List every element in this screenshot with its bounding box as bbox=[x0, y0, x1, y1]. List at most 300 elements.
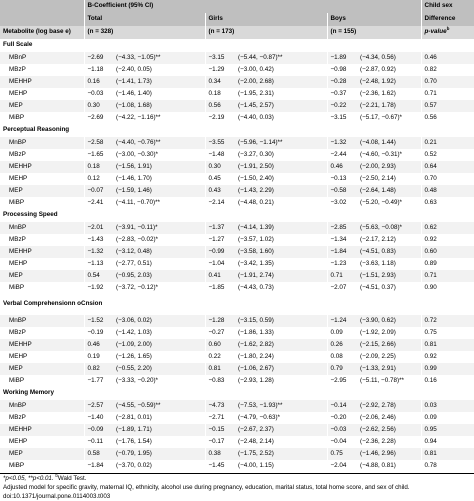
total-b-cell: −2.58 bbox=[84, 137, 113, 149]
boys-ci-cell: (−1.46, 2.96) bbox=[357, 448, 421, 460]
girls-b-cell: −1.28 bbox=[205, 315, 235, 327]
boys-b-cell: −0.13 bbox=[327, 173, 357, 185]
girls-b-cell: −1.37 bbox=[205, 222, 235, 234]
boys-ci-cell: (−4.51, 0.37) bbox=[357, 282, 421, 294]
table-row bbox=[0, 137, 474, 149]
section-header-row bbox=[0, 124, 474, 137]
girls-b-cell: −1.85 bbox=[205, 282, 235, 294]
girls-ci-cell: (−1.86, 1.33) bbox=[235, 327, 327, 339]
total-ci-cell: (−1.89, 1.71) bbox=[113, 424, 205, 436]
boys-ci-cell: (−1.33, 2.91) bbox=[357, 363, 421, 375]
p-value-cell: 0.99 bbox=[421, 363, 474, 375]
boys-ci-cell: (−2.36, 1.62) bbox=[357, 88, 421, 100]
boys-ci-cell: (−5.63, −0.08)* bbox=[357, 222, 421, 234]
boys-ci-cell: (−4.34, 0.56) bbox=[357, 52, 421, 64]
total-ci-cell: (−3.12, 0.48) bbox=[113, 246, 205, 258]
boys-b-cell: −0.58 bbox=[327, 185, 357, 197]
boys-ci-cell: (−2.09, 2.25) bbox=[357, 351, 421, 363]
total-ci-cell: (−1.26, 1.65) bbox=[113, 351, 205, 363]
metabolite-cell: MEP bbox=[0, 448, 84, 460]
total-b-cell: −1.43 bbox=[84, 234, 113, 246]
total-ci-cell: (−0.95, 2.03) bbox=[113, 270, 205, 282]
girls-ci-cell: (−1.45, 2.57) bbox=[235, 100, 327, 112]
p-value-cell: 0.16 bbox=[421, 375, 474, 387]
boys-b-cell: −1.34 bbox=[327, 234, 357, 246]
total-ci-cell: (−1.59, 1.46) bbox=[113, 185, 205, 197]
girls-ci-cell: (−3.27, 0.30) bbox=[235, 149, 327, 161]
metabolite-cell: MEHHP bbox=[0, 339, 84, 351]
total-ci-cell: (−1.46, 1.70) bbox=[113, 173, 205, 185]
total-ci-cell: (−4.33, −1.05)** bbox=[113, 52, 205, 64]
boys-ci-cell: (−2.06, 2.46) bbox=[357, 412, 421, 424]
boys-ci-cell: (−1.92, 2.09) bbox=[357, 327, 421, 339]
girls-ci-cell: (−1.75, 2.52) bbox=[235, 448, 327, 460]
girls-ci-cell: (−2.48, 2.14) bbox=[235, 436, 327, 448]
table-row bbox=[0, 448, 474, 460]
footnote-sup: b bbox=[55, 472, 58, 478]
table-row bbox=[0, 185, 474, 197]
girls-b-cell: −3.55 bbox=[205, 137, 235, 149]
girls-b-cell: 0.81 bbox=[205, 363, 235, 375]
girls-b-cell: 0.38 bbox=[205, 448, 235, 460]
section-header-row bbox=[0, 294, 474, 315]
metabolite-cell: MiBP bbox=[0, 112, 84, 124]
n-total: (n = 328) bbox=[84, 26, 205, 39]
p-value-cell: 0.82 bbox=[421, 64, 474, 76]
total-b-cell: −1.18 bbox=[84, 64, 113, 76]
total-b-cell: 0.12 bbox=[84, 173, 113, 185]
table-row bbox=[0, 270, 474, 282]
boys-ci-cell: (−2.21, 1.78) bbox=[357, 100, 421, 112]
total-ci-cell: (−4.22, −1.16)** bbox=[113, 112, 205, 124]
total-ci-cell: (−1.76, 1.54) bbox=[113, 436, 205, 448]
boys-ci-cell: (−4.51, 0.83) bbox=[357, 246, 421, 258]
section-title: Working Memory bbox=[0, 387, 474, 400]
total-b-cell: −0.07 bbox=[84, 185, 113, 197]
girls-ci-cell: (−1.95, 2.31) bbox=[235, 88, 327, 100]
p-value-label: p-value bbox=[424, 28, 447, 36]
total-b-cell: −2.41 bbox=[84, 197, 113, 209]
footnote-adjusted: Adjusted model for specific gravity, maternal IQ, ethnicity, alcohol use during pregnancy, education, marital status, total home score, and sex of child. bbox=[3, 484, 410, 491]
table-row bbox=[0, 149, 474, 161]
boys-ci-cell: (−2.36, 2.28) bbox=[357, 436, 421, 448]
boys-b-cell: −0.20 bbox=[327, 412, 357, 424]
girls-b-cell: −0.83 bbox=[205, 375, 235, 387]
boys-b-cell: −2.44 bbox=[327, 149, 357, 161]
total-ci-cell: (−3.06, 0.02) bbox=[113, 315, 205, 327]
table-row bbox=[0, 412, 474, 424]
table-row bbox=[0, 88, 474, 100]
metabolite-cell: MnBP bbox=[0, 137, 84, 149]
girls-ci-cell: (−1.43, 2.29) bbox=[235, 185, 327, 197]
table-row bbox=[0, 100, 474, 112]
boys-b-cell: −0.14 bbox=[327, 400, 357, 412]
boys-ci-cell: (−5.17, −0.67)* bbox=[357, 112, 421, 124]
metabolite-cell: MnBP bbox=[0, 400, 84, 412]
girls-ci-cell: (−4.14, 1.39) bbox=[235, 222, 327, 234]
girls-ci-cell: (−1.91, 2.50) bbox=[235, 161, 327, 173]
metabolite-cell: MBzP bbox=[0, 327, 84, 339]
p-value-cell: 0.90 bbox=[421, 282, 474, 294]
metabolite-cell: MEHP bbox=[0, 258, 84, 270]
p-value-cell: 0.09 bbox=[421, 412, 474, 424]
girls-ci-cell: (−3.15, 0.59) bbox=[235, 315, 327, 327]
boys-b-cell: 0.09 bbox=[327, 327, 357, 339]
p-value-cell: 0.70 bbox=[421, 173, 474, 185]
metabolite-cell: MEHHP bbox=[0, 424, 84, 436]
metabolite-cell: MBnP bbox=[0, 52, 84, 64]
boys-ci-cell: (−3.90, 0.62) bbox=[357, 315, 421, 327]
metabolite-cell: MEHP bbox=[0, 173, 84, 185]
girls-ci-cell: (−2.00, 2.68) bbox=[235, 76, 327, 88]
girls-b-cell: −2.14 bbox=[205, 197, 235, 209]
metabolite-cell: MEHP bbox=[0, 88, 84, 100]
table-row bbox=[0, 460, 474, 472]
boys-b-cell: −1.32 bbox=[327, 137, 357, 149]
n-boys: (n = 155) bbox=[327, 26, 421, 39]
total-column-header: Total bbox=[84, 13, 205, 26]
total-b-cell: 0.16 bbox=[84, 76, 113, 88]
metabolite-header: Metabolite (log base e) bbox=[0, 26, 84, 39]
table-row bbox=[0, 234, 474, 246]
metabolite-cell: MnBP bbox=[0, 222, 84, 234]
boys-ci-cell: (−4.60, −0.31)* bbox=[357, 149, 421, 161]
footnote-doi: doi:10.1371/journal.pone.0114003.t003 bbox=[3, 493, 111, 500]
total-b-cell: −1.84 bbox=[84, 460, 113, 472]
boys-b-cell: −0.98 bbox=[327, 64, 357, 76]
table-row bbox=[0, 64, 474, 76]
total-ci-cell: (−1.08, 1.68) bbox=[113, 100, 205, 112]
boys-b-cell: 0.26 bbox=[327, 339, 357, 351]
table-row bbox=[0, 173, 474, 185]
girls-b-cell: −0.27 bbox=[205, 327, 235, 339]
p-value-cell: 0.89 bbox=[421, 258, 474, 270]
girls-b-cell: −3.15 bbox=[205, 52, 235, 64]
section-header-row bbox=[0, 209, 474, 222]
p-value-cell: 0.60 bbox=[421, 246, 474, 258]
boys-b-cell: −2.85 bbox=[327, 222, 357, 234]
boys-b-cell: −1.89 bbox=[327, 52, 357, 64]
girls-b-cell: −0.15 bbox=[205, 424, 235, 436]
total-ci-cell: (−1.42, 1.03) bbox=[113, 327, 205, 339]
boys-b-cell: −0.28 bbox=[327, 76, 357, 88]
metabolite-cell: MEHP bbox=[0, 351, 84, 363]
girls-ci-cell: (−4.00, 1.15) bbox=[235, 460, 327, 472]
metabolite-cell: MEP bbox=[0, 100, 84, 112]
boys-b-cell: −2.95 bbox=[327, 375, 357, 387]
boys-ci-cell: (−5.20, −0.49)* bbox=[357, 197, 421, 209]
metabolite-cell: MBzP bbox=[0, 234, 84, 246]
p-value-cell: 0.62 bbox=[421, 222, 474, 234]
total-ci-cell: (−4.55, −0.59)** bbox=[113, 400, 205, 412]
total-b-cell: −1.13 bbox=[84, 258, 113, 270]
boys-b-cell: −0.37 bbox=[327, 88, 357, 100]
girls-b-cell: −1.48 bbox=[205, 149, 235, 161]
total-b-cell: −1.92 bbox=[84, 282, 113, 294]
girls-b-cell: 0.22 bbox=[205, 351, 235, 363]
header-empty-cell bbox=[0, 13, 84, 26]
p-value-cell: 0.63 bbox=[421, 197, 474, 209]
section-header-row bbox=[0, 39, 474, 52]
table-row bbox=[0, 282, 474, 294]
table-row bbox=[0, 112, 474, 124]
total-ci-cell: (−4.40, −0.76)** bbox=[113, 137, 205, 149]
boys-b-cell: 0.46 bbox=[327, 161, 357, 173]
girls-ci-cell: (−7.53, −1.93)** bbox=[235, 400, 327, 412]
total-b-cell: −1.40 bbox=[84, 412, 113, 424]
girls-ci-cell: (−3.42, 1.35) bbox=[235, 258, 327, 270]
table-row bbox=[0, 52, 474, 64]
section-title: Perceptual Reasoning bbox=[0, 124, 474, 137]
header-row-n bbox=[0, 26, 474, 39]
total-b-cell: −0.19 bbox=[84, 327, 113, 339]
table-row bbox=[0, 436, 474, 448]
p-value-sup: b bbox=[446, 26, 450, 32]
table-row bbox=[0, 258, 474, 270]
total-b-cell: −1.65 bbox=[84, 149, 113, 161]
total-b-cell: 0.82 bbox=[84, 363, 113, 375]
metabolite-cell: MiBP bbox=[0, 282, 84, 294]
girls-b-cell: −1.29 bbox=[205, 64, 235, 76]
table-row bbox=[0, 363, 474, 375]
p-value-cell: 0.21 bbox=[421, 137, 474, 149]
total-b-cell: −2.69 bbox=[84, 52, 113, 64]
girls-ci-cell: (−1.80, 2.24) bbox=[235, 351, 327, 363]
total-b-cell: 0.58 bbox=[84, 448, 113, 460]
boys-ci-cell: (−2.87, 0.92) bbox=[357, 64, 421, 76]
girls-b-cell: −2.71 bbox=[205, 412, 235, 424]
girls-ci-cell: (−4.43, 0.73) bbox=[235, 282, 327, 294]
total-ci-cell: (−2.83, −0.02)* bbox=[113, 234, 205, 246]
girls-b-cell: −0.17 bbox=[205, 436, 235, 448]
total-ci-cell: (−1.41, 1.73) bbox=[113, 76, 205, 88]
girls-ci-cell: (−3.00, 0.42) bbox=[235, 64, 327, 76]
boys-ci-cell: (−2.92, 2.78) bbox=[357, 400, 421, 412]
girls-b-cell: −0.99 bbox=[205, 246, 235, 258]
boys-ci-cell: (−2.62, 2.56) bbox=[357, 424, 421, 436]
footnotes bbox=[0, 473, 474, 501]
metabolite-cell: MBzP bbox=[0, 149, 84, 161]
total-ci-cell: (−2.77, 0.51) bbox=[113, 258, 205, 270]
total-ci-cell: (−2.81, 0.01) bbox=[113, 412, 205, 424]
p-value-cell: 0.03 bbox=[421, 400, 474, 412]
table-row bbox=[0, 197, 474, 209]
girls-b-cell: 0.30 bbox=[205, 161, 235, 173]
total-b-cell: 0.19 bbox=[84, 351, 113, 363]
total-b-cell: −1.52 bbox=[84, 315, 113, 327]
metabolite-cell: MBzP bbox=[0, 64, 84, 76]
girls-ci-cell: (−5.44, −0.87)** bbox=[235, 52, 327, 64]
total-b-cell: −0.09 bbox=[84, 424, 113, 436]
boys-b-cell: −1.23 bbox=[327, 258, 357, 270]
boys-ci-cell: (−2.64, 1.48) bbox=[357, 185, 421, 197]
p-value-cell: 0.64 bbox=[421, 161, 474, 173]
boys-ci-cell: (−4.88, 0.81) bbox=[357, 460, 421, 472]
girls-ci-cell: (−4.79, −0.63)* bbox=[235, 412, 327, 424]
total-ci-cell: (−0.79, 1.95) bbox=[113, 448, 205, 460]
metabolite-cell: MBzP bbox=[0, 412, 84, 424]
table-row bbox=[0, 339, 474, 351]
metabolite-cell: MnBP bbox=[0, 315, 84, 327]
p-value-header bbox=[421, 26, 474, 39]
total-ci-cell: (−3.00, −0.30)* bbox=[113, 149, 205, 161]
p-value-cell: 0.78 bbox=[421, 460, 474, 472]
p-value-cell: 0.57 bbox=[421, 100, 474, 112]
table-row bbox=[0, 246, 474, 258]
boys-ci-cell: (−4.08, 1.44) bbox=[357, 137, 421, 149]
boys-ci-cell: (−1.51, 2.93) bbox=[357, 270, 421, 282]
boys-b-cell: 0.75 bbox=[327, 448, 357, 460]
girls-ci-cell: (−1.50, 2.40) bbox=[235, 173, 327, 185]
girls-ci-cell: (−3.58, 1.60) bbox=[235, 246, 327, 258]
metabolite-cell: MiBP bbox=[0, 460, 84, 472]
girls-ci-cell: (−1.91, 2.74) bbox=[235, 270, 327, 282]
metabolite-cell: MEP bbox=[0, 270, 84, 282]
total-b-cell: −0.03 bbox=[84, 88, 113, 100]
p-value-cell: 0.75 bbox=[421, 327, 474, 339]
table-row bbox=[0, 76, 474, 88]
boys-column-header: Boys bbox=[327, 13, 421, 26]
boys-ci-cell: (−2.17, 2.12) bbox=[357, 234, 421, 246]
table-row bbox=[0, 327, 474, 339]
p-value-cell: 0.81 bbox=[421, 339, 474, 351]
boys-b-cell: 0.71 bbox=[327, 270, 357, 282]
header-row-columns bbox=[0, 13, 474, 26]
total-ci-cell: (−1.46, 1.40) bbox=[113, 88, 205, 100]
girls-ci-cell: (−1.62, 2.82) bbox=[235, 339, 327, 351]
p-value-cell: 0.70 bbox=[421, 76, 474, 88]
girls-ci-cell: (−4.48, 0.21) bbox=[235, 197, 327, 209]
boys-ci-cell: (−3.63, 1.18) bbox=[357, 258, 421, 270]
total-b-cell: 0.30 bbox=[84, 100, 113, 112]
total-b-cell: −2.69 bbox=[84, 112, 113, 124]
boys-b-cell: 0.79 bbox=[327, 363, 357, 375]
metabolite-cell: MEP bbox=[0, 363, 84, 375]
section-title: Full Scale bbox=[0, 39, 474, 52]
metabolite-cell: MEHHP bbox=[0, 161, 84, 173]
boys-b-cell: 0.08 bbox=[327, 351, 357, 363]
p-value-cell: 0.92 bbox=[421, 234, 474, 246]
total-ci-cell: (−0.55, 2.20) bbox=[113, 363, 205, 375]
p-value-cell: 0.46 bbox=[421, 52, 474, 64]
total-ci-cell: (−1.56, 1.91) bbox=[113, 161, 205, 173]
girls-ci-cell: (−2.67, 2.37) bbox=[235, 424, 327, 436]
girls-ci-cell: (−5.96, −1.14)** bbox=[235, 137, 327, 149]
boys-b-cell: −0.22 bbox=[327, 100, 357, 112]
footnote-significance bbox=[0, 474, 474, 483]
boys-b-cell: −3.15 bbox=[327, 112, 357, 124]
girls-b-cell: 0.43 bbox=[205, 185, 235, 197]
girls-ci-cell: (−3.57, 1.02) bbox=[235, 234, 327, 246]
p-value-cell: 0.71 bbox=[421, 270, 474, 282]
girls-ci-cell: (−2.93, 1.28) bbox=[235, 375, 327, 387]
girls-column-header: Girls bbox=[205, 13, 327, 26]
metabolite-cell: MEHHP bbox=[0, 76, 84, 88]
boys-ci-cell: (−2.50, 2.14) bbox=[357, 173, 421, 185]
p-value-cell: 0.94 bbox=[421, 436, 474, 448]
boys-ci-cell: (−2.15, 2.66) bbox=[357, 339, 421, 351]
metabolite-cell: MEHP bbox=[0, 436, 84, 448]
child-sex-header: Child sex bbox=[421, 0, 474, 13]
total-ci-cell: (−3.91, −0.11)* bbox=[113, 222, 205, 234]
p-value-cell: 0.52 bbox=[421, 149, 474, 161]
total-b-cell: 0.46 bbox=[84, 339, 113, 351]
p-value-cell: 0.92 bbox=[421, 351, 474, 363]
table-row bbox=[0, 161, 474, 173]
table-row bbox=[0, 424, 474, 436]
total-b-cell: 0.18 bbox=[84, 161, 113, 173]
footnote-sig-text: *p<0.05, **p<0.01. bbox=[3, 475, 54, 482]
header-row-group bbox=[0, 0, 474, 13]
boys-b-cell: −1.84 bbox=[327, 246, 357, 258]
table-row bbox=[0, 315, 474, 327]
boys-b-cell: −1.24 bbox=[327, 315, 357, 327]
girls-b-cell: 0.56 bbox=[205, 100, 235, 112]
total-b-cell: −1.32 bbox=[84, 246, 113, 258]
footnote-wald: Wald Test. bbox=[57, 475, 87, 482]
header-empty-cell bbox=[0, 0, 84, 13]
metabolite-cell: MEP bbox=[0, 185, 84, 197]
table-row bbox=[0, 375, 474, 387]
p-value-cell: 0.72 bbox=[421, 315, 474, 327]
section-title: Processing Speed bbox=[0, 209, 474, 222]
table-row bbox=[0, 222, 474, 234]
boys-b-cell: −2.07 bbox=[327, 282, 357, 294]
girls-ci-cell: (−4.40, 0.03) bbox=[235, 112, 327, 124]
girls-b-cell: −2.19 bbox=[205, 112, 235, 124]
total-b-cell: −1.77 bbox=[84, 375, 113, 387]
boys-b-cell: −2.04 bbox=[327, 460, 357, 472]
section-header-row bbox=[0, 387, 474, 400]
boys-ci-cell: (−2.00, 2.93) bbox=[357, 161, 421, 173]
p-value-cell: 0.71 bbox=[421, 88, 474, 100]
girls-b-cell: 0.41 bbox=[205, 270, 235, 282]
girls-b-cell: 0.34 bbox=[205, 76, 235, 88]
p-value-cell: 0.56 bbox=[421, 112, 474, 124]
total-ci-cell: (−3.33, −0.20)* bbox=[113, 375, 205, 387]
n-girls: (n = 173) bbox=[205, 26, 327, 39]
girls-b-cell: 0.18 bbox=[205, 88, 235, 100]
boys-b-cell: −0.03 bbox=[327, 424, 357, 436]
table-row bbox=[0, 351, 474, 363]
boys-b-cell: −0.04 bbox=[327, 436, 357, 448]
p-value-cell: 0.95 bbox=[421, 424, 474, 436]
boys-b-cell: −3.02 bbox=[327, 197, 357, 209]
boys-ci-cell: (−5.11, −0.78)** bbox=[357, 375, 421, 387]
total-ci-cell: (−3.70, 0.02) bbox=[113, 460, 205, 472]
girls-b-cell: −4.73 bbox=[205, 400, 235, 412]
difference-column-header: Difference bbox=[421, 13, 474, 26]
section-title: Verbal Comprehensionn oCnsion bbox=[0, 294, 474, 315]
total-b-cell: 0.54 bbox=[84, 270, 113, 282]
girls-b-cell: 0.60 bbox=[205, 339, 235, 351]
girls-ci-cell: (−1.06, 2.67) bbox=[235, 363, 327, 375]
total-b-cell: −2.57 bbox=[84, 400, 113, 412]
b-coefficient-header: B-Coefficient (95% CI) bbox=[84, 0, 421, 13]
metabolite-cell: MiBP bbox=[0, 197, 84, 209]
girls-b-cell: −1.27 bbox=[205, 234, 235, 246]
total-b-cell: −0.11 bbox=[84, 436, 113, 448]
p-value-cell: 0.81 bbox=[421, 448, 474, 460]
total-ci-cell: (−3.72, −0.12)* bbox=[113, 282, 205, 294]
girls-b-cell: −1.45 bbox=[205, 460, 235, 472]
boys-ci-cell: (−2.48, 1.92) bbox=[357, 76, 421, 88]
total-ci-cell: (−2.40, 0.05) bbox=[113, 64, 205, 76]
table-row bbox=[0, 400, 474, 412]
total-ci-cell: (−1.09, 2.00) bbox=[113, 339, 205, 351]
metabolite-cell: MEHHP bbox=[0, 246, 84, 258]
total-ci-cell: (−4.11, −0.70)** bbox=[113, 197, 205, 209]
